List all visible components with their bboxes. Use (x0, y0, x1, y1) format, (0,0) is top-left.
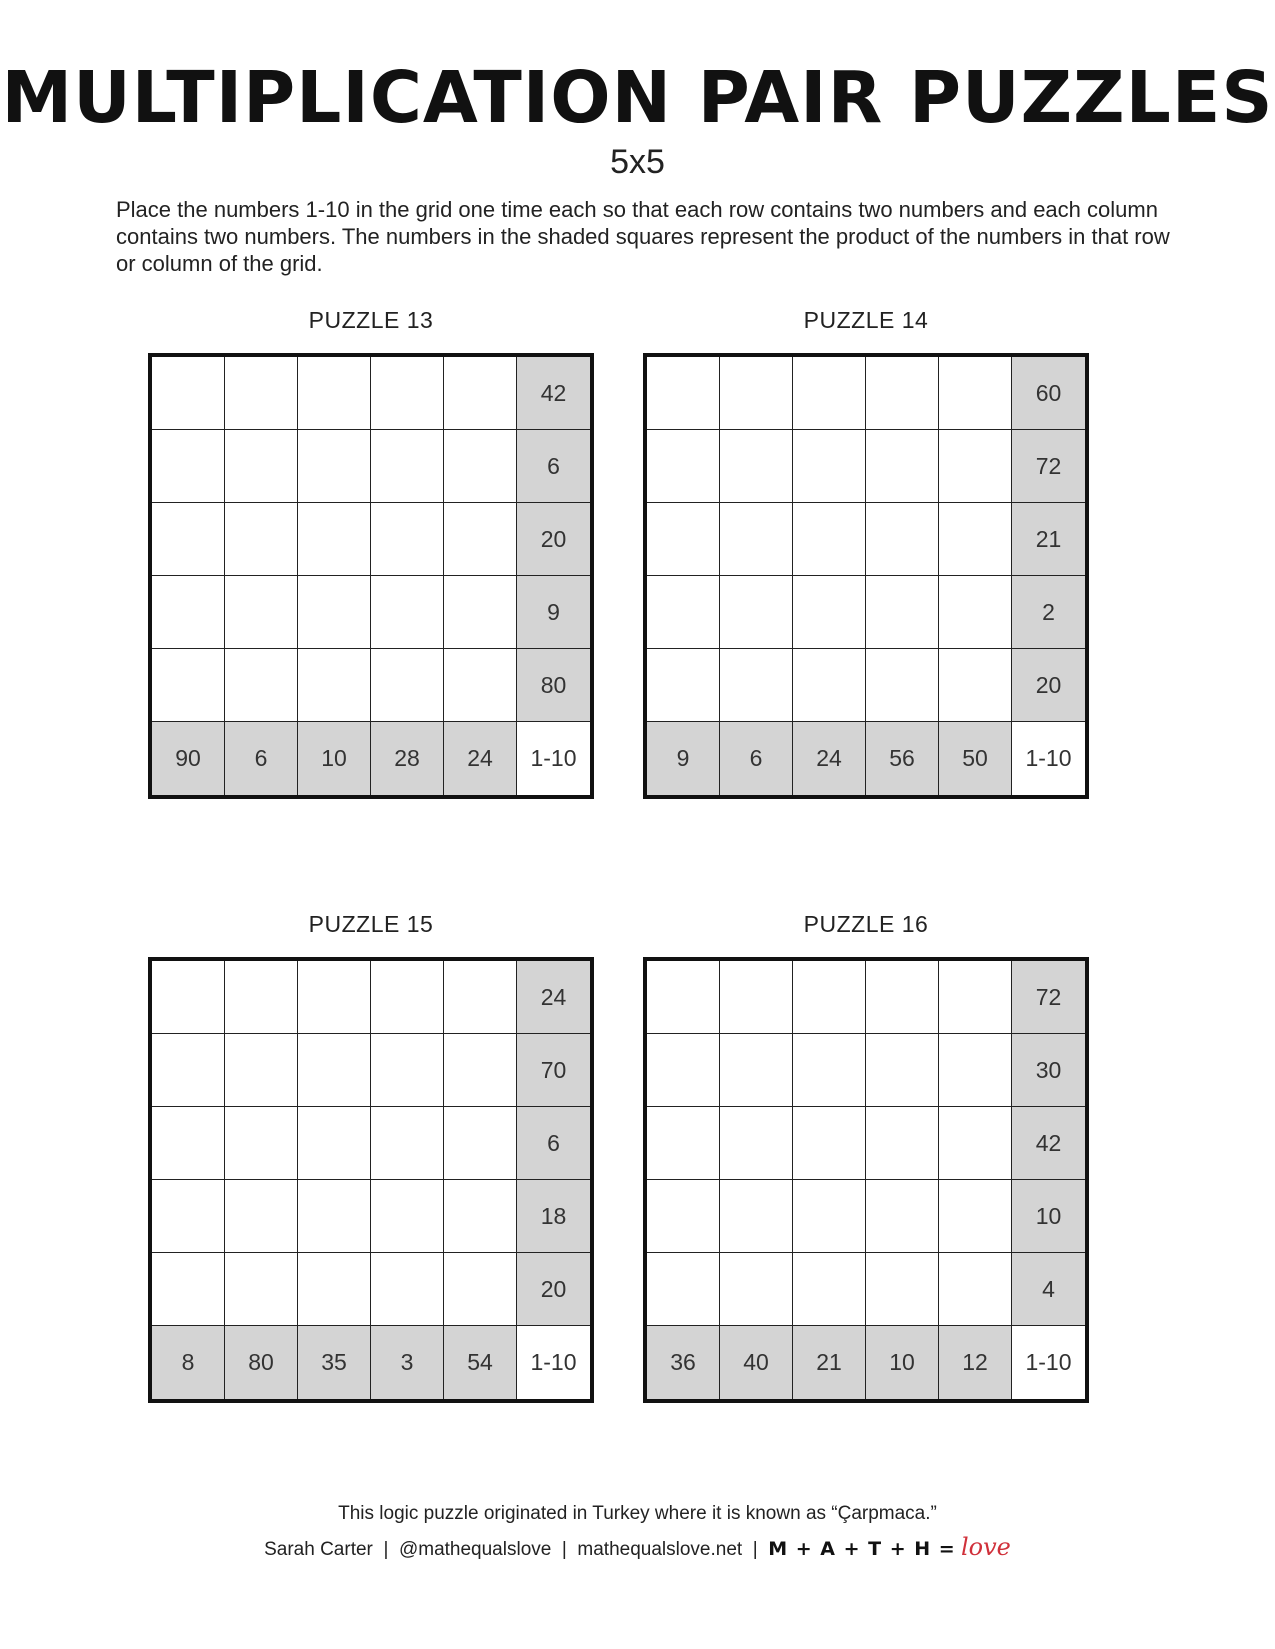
empty-cell[interactable] (647, 1253, 720, 1326)
row-product-cell: 21 (1012, 503, 1085, 576)
empty-cell[interactable] (939, 503, 1012, 576)
empty-cell[interactable] (371, 576, 444, 649)
empty-cell[interactable] (647, 1180, 720, 1253)
empty-cell[interactable] (444, 503, 517, 576)
social-handle: @mathequalslove (398, 1539, 552, 1560)
row-product-cell: 72 (1012, 961, 1085, 1034)
column-product-cell: 10 (298, 722, 371, 795)
number-range-cell: 1-10 (1012, 722, 1085, 795)
row-product-cell: 20 (1012, 649, 1085, 722)
row-product-cell: 72 (1012, 430, 1085, 503)
page-subtitle: 5x5 (610, 143, 665, 181)
column-product-cell: 28 (371, 722, 444, 795)
empty-cell[interactable] (371, 1180, 444, 1253)
empty-cell[interactable] (793, 1180, 866, 1253)
empty-cell[interactable] (647, 430, 720, 503)
empty-cell[interactable] (793, 357, 866, 430)
row-product-cell: 70 (517, 1034, 590, 1107)
empty-cell[interactable] (866, 961, 939, 1034)
empty-cell[interactable] (371, 1107, 444, 1180)
puzzle-label: PUZZLE 15 (308, 911, 434, 937)
empty-cell[interactable] (939, 1107, 1012, 1180)
row-product-cell: 20 (517, 1253, 590, 1326)
empty-cell[interactable] (866, 1180, 939, 1253)
empty-cell[interactable] (793, 649, 866, 722)
empty-cell[interactable] (647, 1107, 720, 1180)
column-product-cell: 24 (444, 722, 517, 795)
empty-cell[interactable] (225, 1253, 298, 1326)
row-product-cell: 10 (1012, 1180, 1085, 1253)
empty-cell[interactable] (152, 357, 225, 430)
empty-cell[interactable] (720, 357, 793, 430)
empty-cell[interactable] (371, 357, 444, 430)
column-product-cell: 8 (152, 1326, 225, 1399)
instructions-text: Place the numbers 1-10 in the grid one time each so that each row contains two numbers and each column contains two numbers. The numbers in the shaded squares represent the product of the numbers in that row or column of the grid. (116, 197, 1170, 276)
empty-cell[interactable] (152, 430, 225, 503)
empty-cell[interactable] (298, 357, 371, 430)
empty-cell[interactable] (298, 1107, 371, 1180)
empty-cell[interactable] (720, 503, 793, 576)
empty-cell[interactable] (720, 1180, 793, 1253)
empty-cell[interactable] (720, 1034, 793, 1107)
empty-cell[interactable] (720, 576, 793, 649)
empty-cell[interactable] (371, 961, 444, 1034)
empty-cell[interactable] (793, 576, 866, 649)
separator: | (561, 1539, 567, 1560)
column-product-cell: 24 (793, 722, 866, 795)
row-product-cell: 42 (1012, 1107, 1085, 1180)
empty-cell[interactable] (371, 430, 444, 503)
empty-cell[interactable] (939, 961, 1012, 1034)
empty-cell[interactable] (793, 961, 866, 1034)
empty-cell[interactable] (444, 1034, 517, 1107)
column-product-cell: 3 (371, 1326, 444, 1399)
empty-cell[interactable] (647, 961, 720, 1034)
empty-cell[interactable] (298, 649, 371, 722)
empty-cell[interactable] (152, 961, 225, 1034)
empty-cell[interactable] (647, 649, 720, 722)
empty-cell[interactable] (225, 1034, 298, 1107)
empty-cell[interactable] (152, 1034, 225, 1107)
number-range-cell: 1-10 (517, 1326, 590, 1399)
row-product-cell: 4 (1012, 1253, 1085, 1326)
empty-cell[interactable] (444, 576, 517, 649)
empty-cell[interactable] (298, 430, 371, 503)
empty-cell[interactable] (866, 1107, 939, 1180)
empty-cell[interactable] (866, 430, 939, 503)
number-range-cell: 1-10 (1012, 1326, 1085, 1399)
origin-note: This logic puzzle originated in Turkey where it is known as “Çarpmaca.” (338, 1503, 937, 1524)
empty-cell[interactable] (720, 1107, 793, 1180)
credits-line (0, 1534, 1275, 1563)
column-product-cell: 6 (720, 722, 793, 795)
separator: | (383, 1539, 389, 1560)
empty-cell[interactable] (866, 576, 939, 649)
column-product-cell: 90 (152, 722, 225, 795)
row-product-cell: 60 (1012, 357, 1085, 430)
website-link: mathequalslove.net (577, 1539, 743, 1560)
row-product-cell: 6 (517, 1107, 590, 1180)
empty-cell[interactable] (152, 1180, 225, 1253)
empty-cell[interactable] (720, 649, 793, 722)
row-product-cell: 80 (517, 649, 590, 722)
empty-cell[interactable] (793, 1253, 866, 1326)
puzzle-label: PUZZLE 14 (803, 307, 929, 333)
empty-cell[interactable] (225, 961, 298, 1034)
column-product-cell: 56 (866, 722, 939, 795)
puzzle-grid (643, 957, 1089, 1403)
empty-cell[interactable] (225, 1180, 298, 1253)
empty-cell[interactable] (939, 430, 1012, 503)
number-range-cell: 1-10 (517, 722, 590, 795)
puzzle-label: PUZZLE 13 (308, 307, 434, 333)
empty-cell[interactable] (866, 503, 939, 576)
empty-cell[interactable] (939, 576, 1012, 649)
column-product-cell: 10 (866, 1326, 939, 1399)
empty-cell[interactable] (371, 1253, 444, 1326)
row-product-cell: 2 (1012, 576, 1085, 649)
column-product-cell: 36 (647, 1326, 720, 1399)
empty-cell[interactable] (866, 649, 939, 722)
empty-cell[interactable] (371, 649, 444, 722)
column-product-cell: 21 (793, 1326, 866, 1399)
page-title: MULTIPLICATION PAIR PUZZLES (1, 56, 1274, 139)
empty-cell[interactable] (647, 357, 720, 430)
empty-cell[interactable] (444, 357, 517, 430)
empty-cell[interactable] (647, 1034, 720, 1107)
empty-cell[interactable] (298, 961, 371, 1034)
empty-cell[interactable] (225, 503, 298, 576)
column-product-cell: 80 (225, 1326, 298, 1399)
empty-cell[interactable] (152, 1253, 225, 1326)
empty-cell[interactable] (444, 1253, 517, 1326)
empty-cell[interactable] (793, 1107, 866, 1180)
empty-cell[interactable] (225, 576, 298, 649)
empty-cell[interactable] (939, 1180, 1012, 1253)
row-product-cell: 20 (517, 503, 590, 576)
puzzle-grid (148, 353, 594, 799)
row-product-cell: 18 (517, 1180, 590, 1253)
empty-cell[interactable] (444, 1107, 517, 1180)
empty-cell[interactable] (225, 1107, 298, 1180)
empty-cell[interactable] (444, 430, 517, 503)
empty-cell[interactable] (371, 1034, 444, 1107)
brand-logo-love: love (960, 1533, 1011, 1561)
empty-cell[interactable] (298, 576, 371, 649)
column-product-cell: 9 (647, 722, 720, 795)
column-product-cell: 54 (444, 1326, 517, 1399)
column-product-cell: 35 (298, 1326, 371, 1399)
empty-cell[interactable] (444, 649, 517, 722)
puzzle-grid (643, 353, 1089, 799)
puzzle-grid (148, 957, 594, 1403)
empty-cell[interactable] (225, 357, 298, 430)
empty-cell[interactable] (866, 1034, 939, 1107)
row-product-cell: 30 (1012, 1034, 1085, 1107)
empty-cell[interactable] (298, 503, 371, 576)
brand-logo-letters: M + A + T + H = (768, 1538, 956, 1560)
column-product-cell: 40 (720, 1326, 793, 1399)
row-product-cell: 42 (517, 357, 590, 430)
empty-cell[interactable] (939, 1253, 1012, 1326)
empty-cell[interactable] (793, 1034, 866, 1107)
empty-cell[interactable] (939, 1034, 1012, 1107)
empty-cell[interactable] (371, 503, 444, 576)
empty-cell[interactable] (225, 430, 298, 503)
puzzle-label: PUZZLE 16 (803, 911, 929, 937)
row-product-cell: 6 (517, 430, 590, 503)
column-product-cell: 6 (225, 722, 298, 795)
empty-cell[interactable] (152, 503, 225, 576)
author-name: Sarah Carter (264, 1539, 373, 1560)
separator: | (752, 1539, 758, 1560)
empty-cell[interactable] (720, 430, 793, 503)
column-product-cell: 12 (939, 1326, 1012, 1399)
empty-cell[interactable] (225, 649, 298, 722)
empty-cell[interactable] (298, 1253, 371, 1326)
empty-cell[interactable] (444, 961, 517, 1034)
empty-cell[interactable] (298, 1034, 371, 1107)
empty-cell[interactable] (939, 357, 1012, 430)
row-product-cell: 24 (517, 961, 590, 1034)
empty-cell[interactable] (866, 357, 939, 430)
empty-cell[interactable] (647, 503, 720, 576)
empty-cell[interactable] (152, 649, 225, 722)
column-product-cell: 50 (939, 722, 1012, 795)
empty-cell[interactable] (793, 503, 866, 576)
empty-cell[interactable] (152, 1107, 225, 1180)
empty-cell[interactable] (444, 1180, 517, 1253)
empty-cell[interactable] (152, 576, 225, 649)
empty-cell[interactable] (720, 1253, 793, 1326)
empty-cell[interactable] (298, 1180, 371, 1253)
empty-cell[interactable] (939, 649, 1012, 722)
empty-cell[interactable] (720, 961, 793, 1034)
empty-cell[interactable] (647, 576, 720, 649)
empty-cell[interactable] (866, 1253, 939, 1326)
row-product-cell: 9 (517, 576, 590, 649)
empty-cell[interactable] (793, 430, 866, 503)
